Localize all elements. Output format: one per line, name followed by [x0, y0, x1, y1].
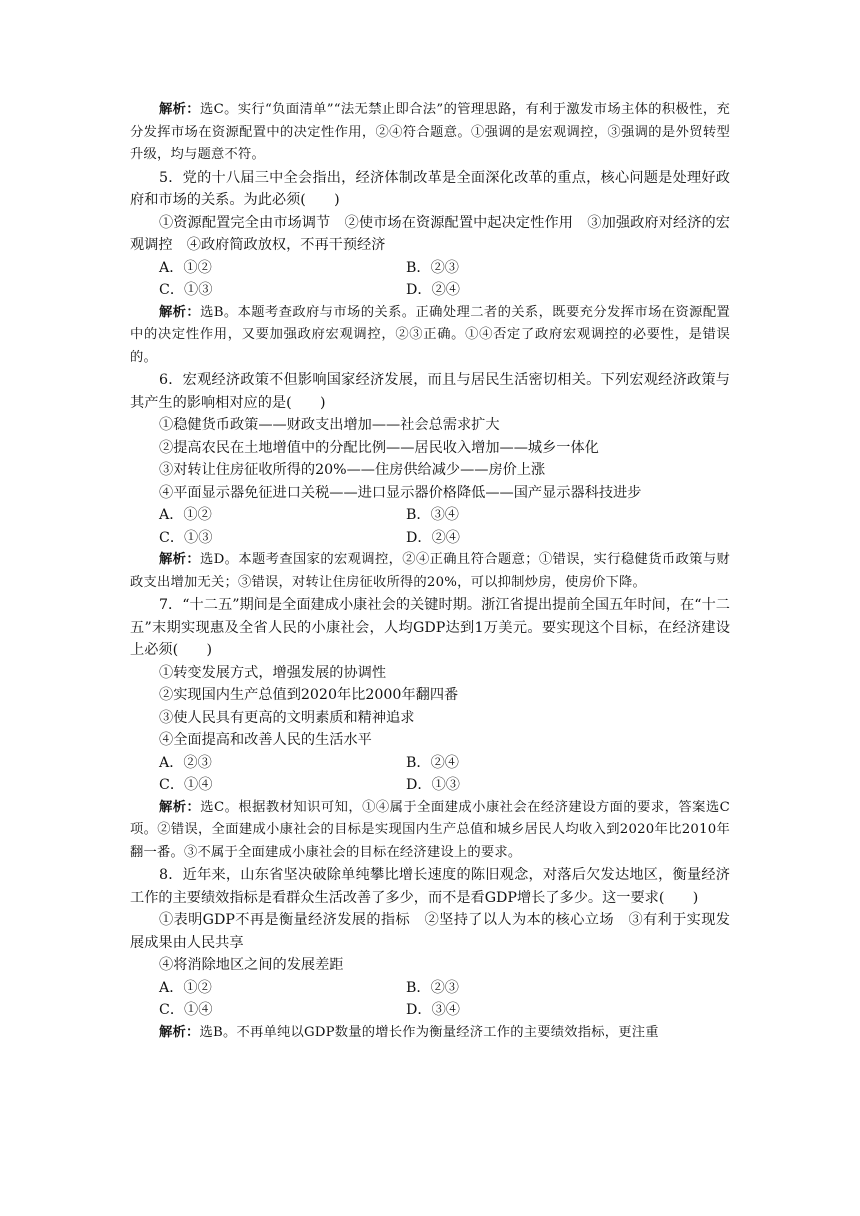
q8-item-1: ①表明GDP不再是衡量经济发展的指标 ②坚持了以人为本的核心立场 ③有利于实现发展成果由人民共享 [130, 912, 730, 951]
q8-option-b: B．②③ [406, 979, 459, 996]
q6-analysis [130, 549, 730, 594]
q4-analysis [130, 99, 730, 167]
analysis-text: 选C。根据教材知识可知，①④属于全面建成小康社会在经济建设方面的要求，答案选C项。②错误，全面建成小康社会的目标是实现国内生产总值和城乡居民人均收入到2020年比2010年翻一番。③不属于全面建成小康社会的目标在经济建设上的要求。 [130, 799, 730, 860]
q6-option-b: B．③④ [406, 507, 459, 523]
q7-options-row2 [130, 774, 730, 797]
q7-option-c: C．①④ [159, 777, 213, 793]
q7-option-a: A．②③ [159, 754, 212, 771]
q7-analysis [130, 797, 730, 865]
q8-analysis [130, 1022, 730, 1045]
q5-option-a: A．①② [159, 259, 212, 276]
q6-item-2: ②提高农民在土地增值中的分配比例——居民收入增加——城乡一体化 [159, 439, 599, 456]
q8-option-c: C．①④ [159, 1002, 213, 1018]
q6-option-a: A．①② [159, 507, 212, 523]
q5-options-row1 [130, 257, 730, 280]
q5-items: ①资源配置完全由市场调节 ②使市场在资源配置中起决定性作用 ③加强政府对经济的宏观调控 ④政府简政放权，不再干预经济 [130, 214, 730, 253]
q7-options-row1 [130, 752, 730, 775]
q5-stem: 5．党的十八届三中全会指出，经济体制改革是全面深化改革的重点，核心问题是处理好政府和市场的关系。为此必须( ) [130, 169, 730, 208]
q7-item-3: ③使人民具有更高的文明素质和精神追求 [159, 709, 415, 726]
q7-stem: 7．“十二五”期间是全面建成小康社会的关键时期。浙江省提出提前全国五年时间，在“十二五”末期实现惠及全省人民的小康社会，人均GDP达到1万美元。要实现这个目标，在经济建设上必须( ) [130, 597, 730, 658]
q5-option-d: D．②④ [406, 282, 460, 298]
analysis-text: 选B。本题考查政府与市场的关系。正确处理二者的关系，既要充分发挥市场在资源配置中的决定性作用，又要加强政府宏观调控，②③正确。①④否定了政府宏观调控的必要性，是错误的。 [130, 304, 730, 365]
q6-item-1: ①稳健货币政策——财政支出增加——社会总需求扩大 [159, 417, 500, 433]
q8-option-a: A．①② [159, 979, 212, 996]
q6-options-row2 [130, 527, 730, 550]
analysis-text: 选C。实行“负面清单”“法无禁止即合法”的管理思路，有利于激发市场主体的积极性，充分发挥市场在资源配置中的决定性作用，②④符合题意。①强调的是宏观调控，③强调的是外贸转型升级，均与题意不符。 [130, 102, 730, 162]
q6-options-row1 [130, 504, 730, 527]
analysis-label: 解析： [159, 552, 200, 567]
q8-option-d: D．③④ [406, 1002, 460, 1018]
analysis-label: 解析： [159, 799, 201, 815]
q8-item-2: ④将消除地区之间的发展差距 [159, 957, 344, 973]
document-page [130, 99, 730, 1044]
q6-option-d: D．②④ [406, 529, 460, 546]
analysis-text: 选D。本题考查国家的宏观调控，②④正确且符合题意；①错误，实行稳健货币政策与财政支出增加无关；③错误，对转让住房征收所得的20%，可以抑制炒房，使房价下降。 [130, 552, 730, 590]
analysis-label: 解析： [159, 102, 200, 117]
q8-stem: 8．近年来，山东省坚决破除单纯攀比增长速度的陈旧观念，对落后欠发达地区，衡量经济工作的主要绩效指标是看群众生活改善了多少，而不是看GDP增长了多少。这一要求( ) [130, 867, 730, 906]
q7-item-4: ④全面提高和改善人民的生活水平 [159, 732, 372, 748]
q7-item-2: ②实现国内生产总值到2020年比2000年翻四番 [159, 687, 459, 703]
analysis-label: 解析： [159, 304, 201, 320]
q5-option-b: B．②③ [406, 259, 459, 276]
analysis-label: 解析： [159, 1024, 200, 1040]
q8-options-row2 [130, 999, 730, 1022]
q7-item-1: ①转变发展方式，增强发展的协调性 [159, 664, 387, 681]
q6-stem: 6．宏观经济政策不但影响国家经济发展，而且与居民生活密切相关。下列宏观经济政策与其产生的影响相对应的是( ) [130, 372, 730, 411]
q6-option-c: C．①③ [159, 529, 213, 546]
q8-options-row1 [130, 977, 730, 1000]
q6-item-3: ③对转让住房征收所得的20%——住房供给减少——房价上涨 [159, 462, 546, 478]
q5-options-row2 [130, 279, 730, 302]
q5-analysis [130, 302, 730, 370]
q6-item-4: ④平面显示器免征进口关税——进口显示器价格降低——国产显示器科技进步 [159, 484, 642, 501]
q5-option-c: C．①③ [159, 282, 213, 298]
q7-option-d: D．①③ [406, 777, 460, 793]
q7-option-b: B．②④ [406, 754, 459, 771]
analysis-text: 选B。不再单纯以GDP数量的增长作为衡量经济工作的主要绩效指标，更注重 [199, 1024, 659, 1040]
